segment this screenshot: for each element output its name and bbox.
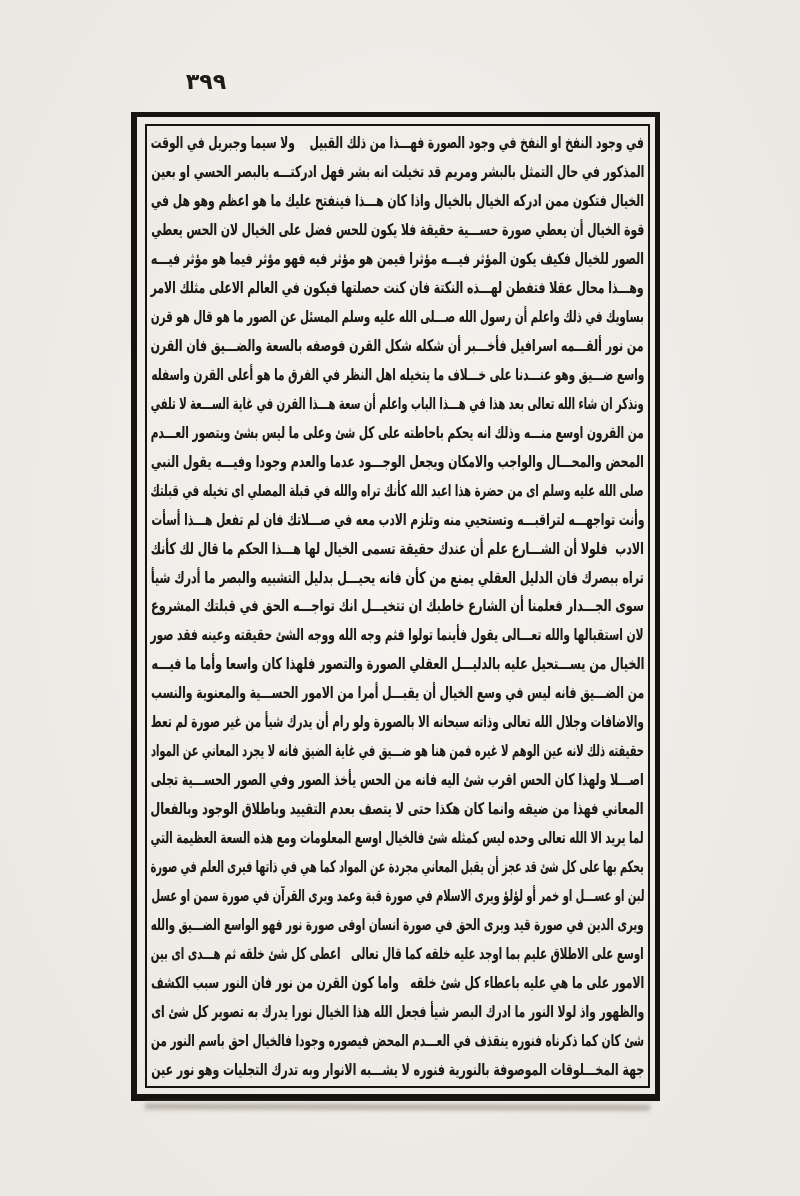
page-number: ٣٩٩ — [185, 70, 227, 95]
text-line: الخيال فتكون ممن ادركه الخيال بالخيال واذا كان هـــذا فينفتح عليك ما هو اعظم وهو هل في — [150, 190, 644, 210]
page-border-outer — [131, 112, 660, 1101]
text-line: جهة المخـــلوقات الموصوفة بالنورية فنوره لا يشـــبه الانوار وبه تدرك التجليات وهو نور عين — [151, 1059, 644, 1079]
text-line: يحكم بها على كل شئ قد عجز أن يقبل المعاني مجردة عن المواد كما هي في ذاتها فيرى العلم في صورة — [150, 857, 644, 877]
text-line: ويرى الدين في صورة قيد ويرى الحق في صورة انسان اوفى صورة نور فهو الواسع الضـــيق والله — [151, 915, 644, 935]
text-line: صلى الله عليه وسلم اى من حضرة هذا اعبد الله كأنك تراه والله في قبلة المصلي اى تخيله في قبلتك — [150, 480, 644, 500]
text-line: وأنت تواجهـــه لتراقبـــه وتستحيي منه وتلزم الادب معه في صـــلاتك فان لم تفعل هـــذا أسأت — [151, 509, 644, 529]
text-line: قوة الخيال أن يعطي صورة حســـية حقيقة فلا يكون للحس فضل على الخيال لان الحس يعطي — [151, 219, 644, 239]
page-border-inner — [145, 124, 650, 1088]
text-line: واسع ضـــيق وهو عنـــدنا على خـــلاف ما يتخيله اهل النظر في الفرق ما هو أعلى القرن واسفله — [150, 364, 644, 384]
text-line: وهـــذا محال عقلا فتفطن لهـــذه النكتة فان كنت حصلتها فيكون في العالم الاعلى مثلك الامر — [150, 277, 644, 297]
text-line: والاضافات وجلال الله تعالى وذاته سبحانه الا بالصورة ولو رام أن يدرك شيأ من غير صورة لم تعط — [151, 712, 644, 732]
text-line: المحض والمحـــال والواجب والامكان ويجعل الوجـــود عدما والعدم وجودا وفيـــه يقول النبي — [151, 451, 644, 471]
text-line: المذكور في حال التمثل بالبشر ومريم قد تخيلت انه بشر فهل ادركتـــه بالبصر الحسي او بعين — [151, 161, 644, 181]
text-line: المعاني فهذا من ضيقه وانما كان هكذا حتى لا يتصف بعدم التقييد وباطلاق الوجود وبالفعال — [150, 799, 644, 819]
text-line: تراه ببصرك فان الدليل العقلي يمنع من كأن فانه يحيـــل بدليل التشبيه والبصر ما أدرك شيأ — [151, 567, 644, 587]
text-line: حقيقته ذلك لانه عين الوهم لا غيره فمن هنا هو ضـــيق في غاية الضيق فانه لا يجرد المعاني عن المواد — [151, 741, 644, 761]
text-line: ونذكر ان شاء الله تعالى بعد هذا في هـــذا الباب واعلم أن سعة هـــذا القرن في غاية الســـعة لا تلفي — [151, 393, 644, 413]
text-line: الادب فلولا أن الشـــارع علم أن عندك حقيقة تسمى الخيال لها هـــذا الحكم ما قال لك كأنك — [150, 538, 644, 558]
text-line: من نور ألقـــمه اسرافيل فأخـــبر أن شكله شكل القرن فوصفه بالسعة والضـــيق فان القرن — [151, 335, 644, 355]
text-line: اوسع على الاطلاق عليم بما اوجد عليه خلقه كما قال تعالى اعطى كل شئ خلقه ثم هـــدى اى بين — [151, 944, 644, 964]
scan-ink-smudge — [145, 1103, 650, 1110]
body-text — [151, 128, 644, 1084]
text-line: الخيال من يســـتحيل عليه بالدليـــل العقلي الصورة والتصور فلهذا كان واسعا وأما ما فيـــه — [150, 654, 644, 674]
text-line: شئ كان كما ذكرناه فنوره ينقذف في العـــدم المحض فيصوره وجودا فالخيال احق باسم النور من — [150, 1031, 644, 1051]
text-line: الامور على ما هي عليه باعطاء كل شئ خلقه واما كون القرن من نور فان النور سبب الكشف — [151, 973, 644, 993]
text-line: الصور للخيال فكيف يكون المؤثر فيـــه مؤثرا فيمن هو مؤثر فيه فهو مؤثر فيما هو مؤثر فيـــه — [151, 248, 644, 268]
text-line: والظهور واذ لولا النور ما ادرك البصر شيأ فجعل الله هذا الخيال نورا يدرك به تصوير كل شئ اى — [151, 1002, 644, 1022]
text-line: لما يريد الا الله تعالى وحده ليس كمثله شئ فالخيال اوسع المعلومات ومع هذه السعة العظيمة التي — [151, 828, 644, 848]
text-line: من الضـــيق فانه ليس في وسع الخيال أن يقبـــل أمرا من الامور الحســـية والمعنوية والنسب — [150, 683, 644, 703]
text-line: من القرون اوسع منـــه وذلك انه يحكم باحاطته على كل شئ وعلى ما ليس بشئ ويتصور العـــدم — [151, 422, 644, 442]
text-line: لان استقبالها والله تعـــالى يقول فأينما تولوا فثم وجه الله ووجه الشئ حقيقته وعينه فقد صور — [151, 625, 644, 645]
text-line: لبن او عســـل او خمر أو لؤلؤ ويرى الاسلام في صورة قبة وعمد ويرى القرآن في صورة سمن او عسل — [151, 886, 644, 906]
text-line: بساويك في ذلك واعلم أن رسول الله صـــلى الله عليه وسلم المسئل عن الصور ما هو قال هو قرن — [151, 306, 644, 326]
text-line: سوى الجـــدار فعلمنا أن الشارع خاطبك ان تتخيـــل انك تواجـــه الحق في قبلتك المشروع — [151, 596, 644, 616]
text-line: اصـــلا ولهذا كان الحس اقرب شئ اليه فانه من الحس يأخذ الصور وفي الصور الحســـية تجلى — [151, 770, 644, 790]
text-line: في وجود النفخ او النفخ في وجود الصورة فهـــذا من ذلك القبيل ولا سيما وجبريل في الوقت — [150, 132, 644, 152]
